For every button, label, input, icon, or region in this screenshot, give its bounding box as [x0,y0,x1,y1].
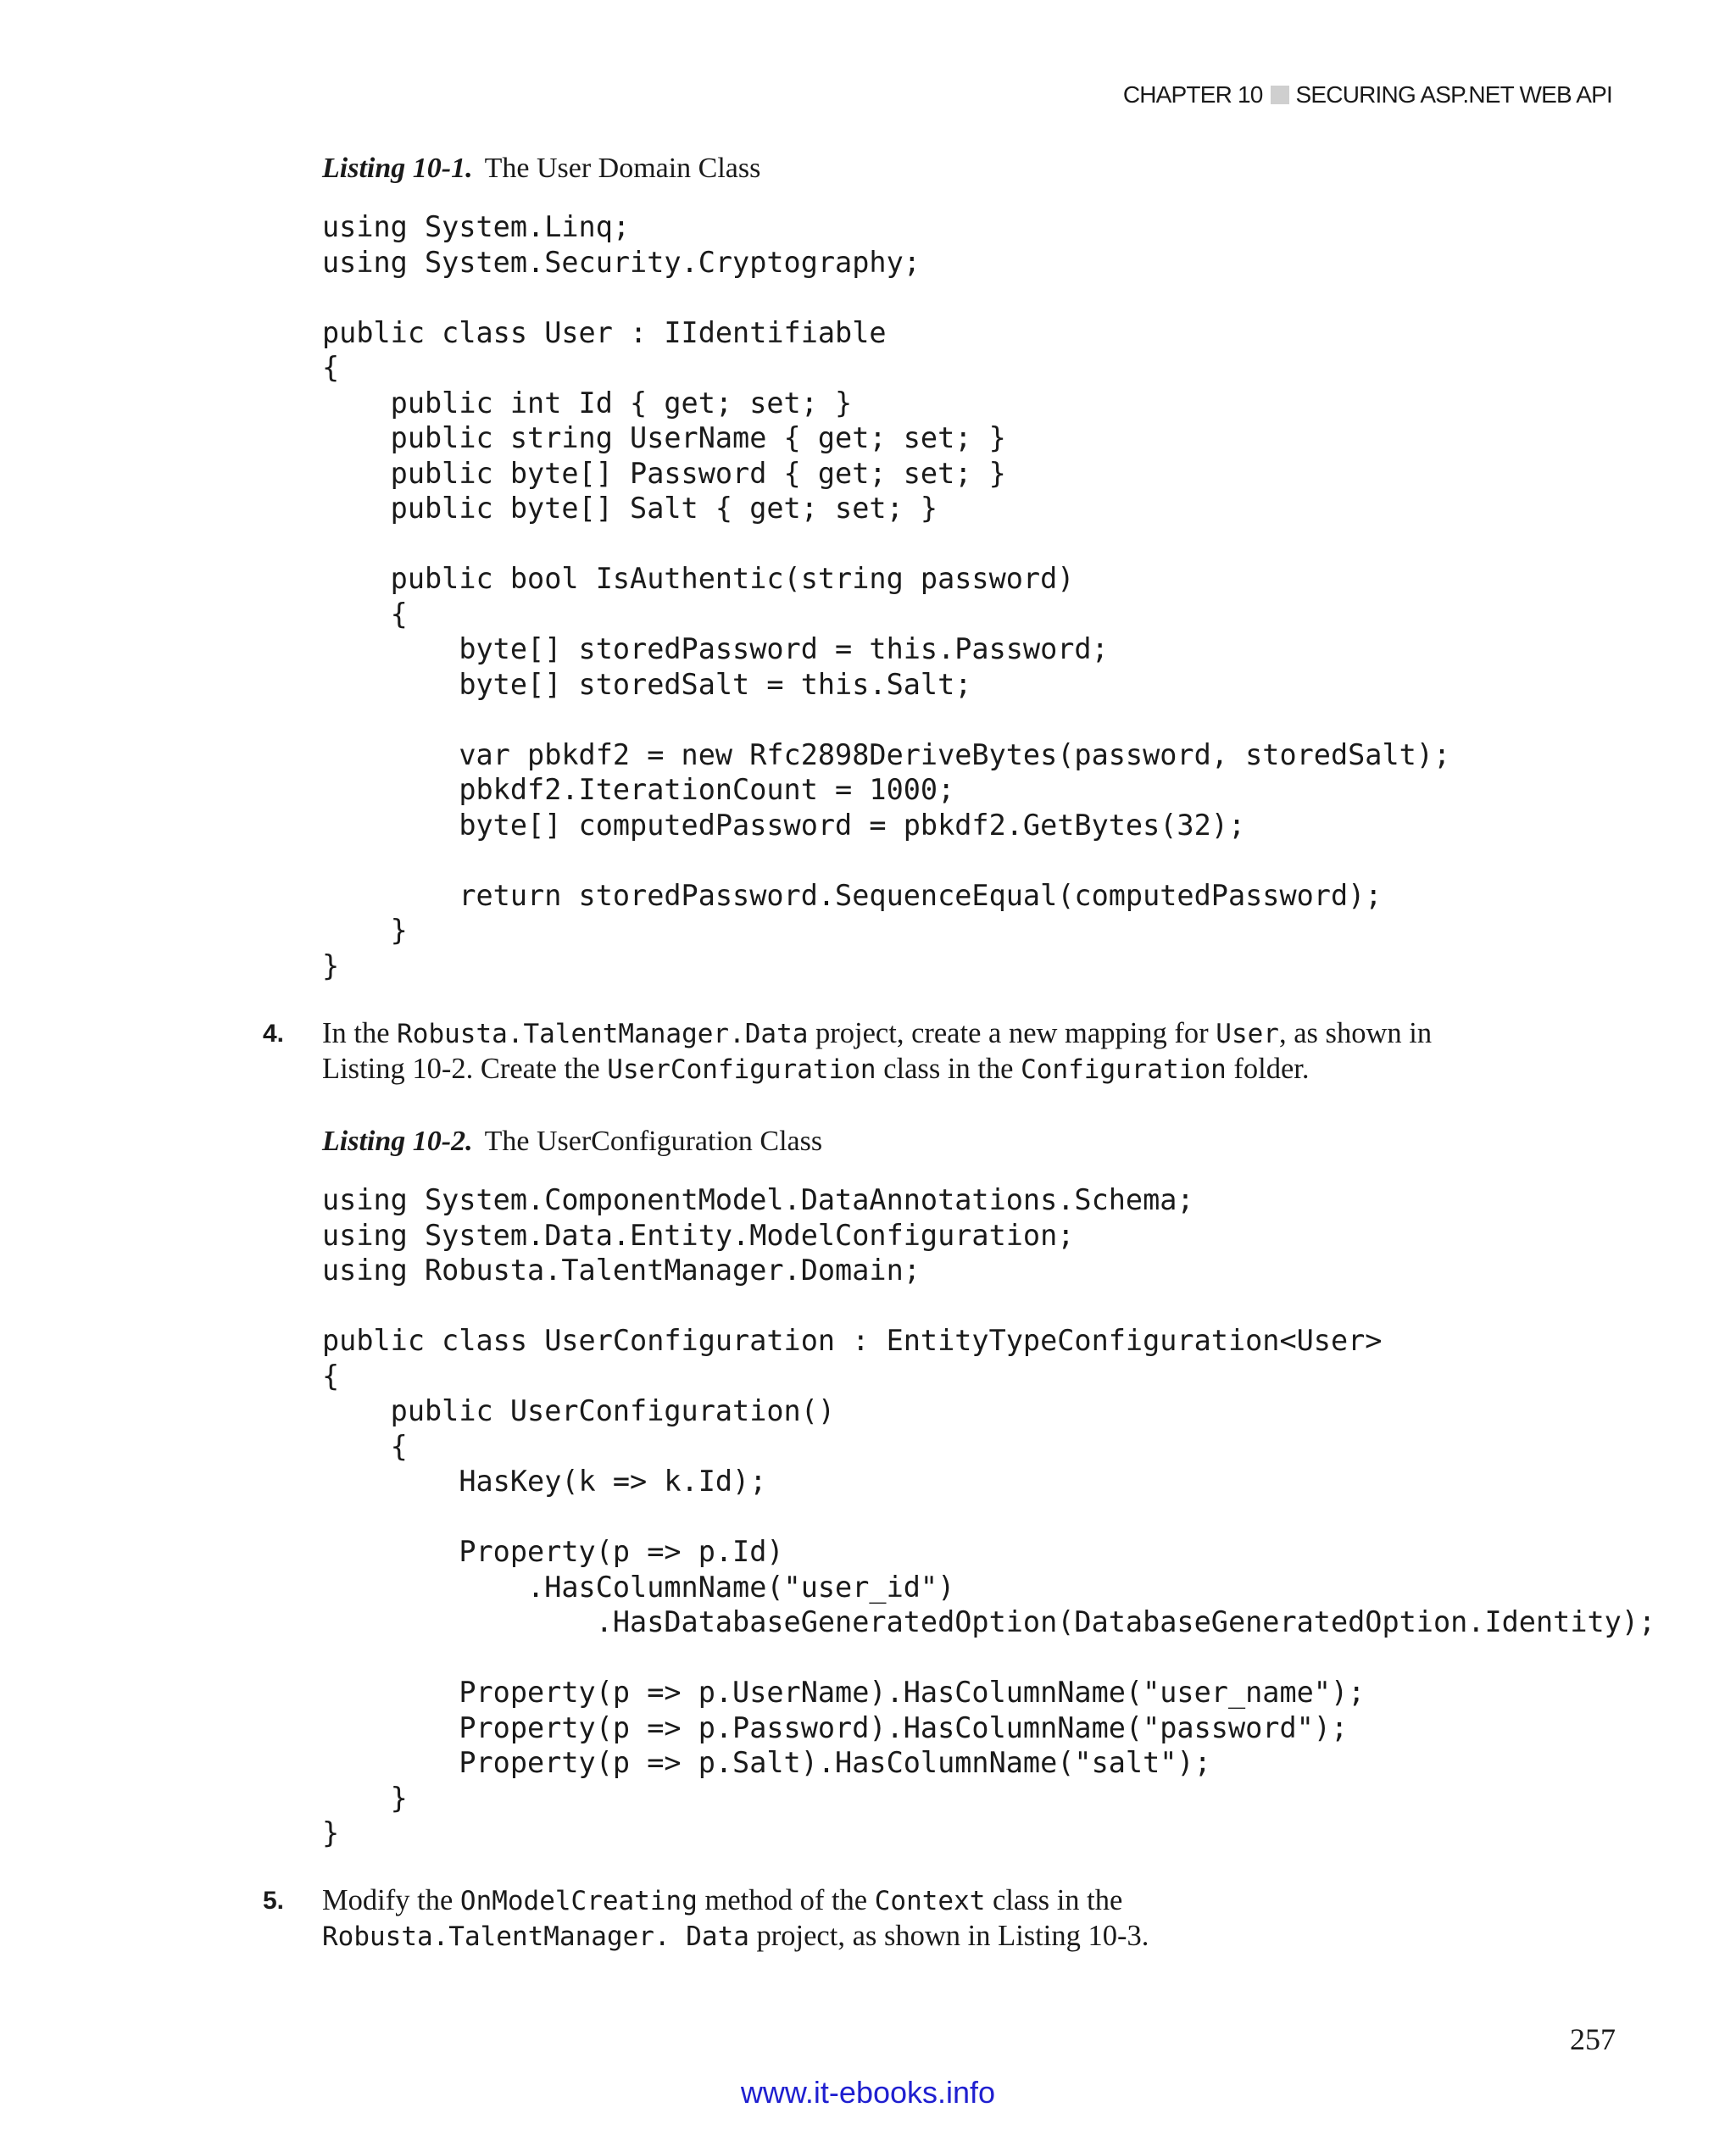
step-text-run: project, as shown in Listing 10-3. [748,1920,1149,1952]
chapter-title: SECURING ASP.NET WEB API [1295,81,1612,108]
listing-label: Listing 10-2. [322,1126,473,1157]
step-text-run: In the [322,1017,398,1049]
listing-title: The UserConfiguration Class [484,1126,823,1157]
inline-code: Context [874,1886,986,1916]
step-text [322,1883,1449,1955]
step-text-run: class in the [985,1884,1123,1916]
code-listing: using System.ComponentModel.DataAnnotations.Schema; using System.Data.Entity.ModelConfiguration; using Robusta.TalentManager.Domain; public class UserConfiguration : EntityTypeConfiguration<User> { public UserConfiguration() { HasKey(k => k.Id); Property(p => p.Id) .HasColumnName("user_id") .HasDatabaseGeneratedOption(DatabaseGeneratedOption.Identity); Property(p => p.UserName).HasColumnName("user_name"); Property(p => p.Password).HasColumnName("password"); Property(p => p.Salt).HasColumnName("salt"); } } [322,1183,1656,1849]
inline-code: Robusta.TalentManager. Data [322,1921,749,1952]
step-text-run: method of the [697,1884,875,1916]
code-listing: using System.Linq; using System.Security.Cryptography; public class User : IIdentifiable { public int Id { get; set; } public string UserName { get; set; } public byte[] Password { get; set; } public byte[] Salt { get; set; } public bool IsAuthentic(string password) { byte[] storedPassword = this.Password; byte[] storedSalt = this.Salt; var pbkdf2 = new Rfc2898DeriveBytes(password, storedSalt); pbkdf2.IterationCount = 1000; byte[] computedPassword = pbkdf2.GetBytes(32); return storedPassword.SequenceEqual(computedPassword); } } [322,210,1451,982]
page-number: 257 [1570,2022,1616,2056]
step-text-run: , as shown in Listing 10-2. Create the [322,1017,1433,1085]
step-number: 4. [263,1020,285,1048]
step-text-run: project, create a new mapping for [808,1017,1216,1049]
step-text [322,1016,1449,1087]
inline-code: OnModelCreating [459,1886,698,1916]
step-text-run: Modify the [322,1884,460,1916]
header-separator-square [1271,86,1289,104]
inline-code: User [1216,1019,1279,1049]
step-text-run: class in the [876,1053,1021,1085]
listing-caption [322,153,760,185]
inline-code: Robusta.TalentManager.Data [397,1019,809,1049]
running-header [1123,81,1612,108]
inline-code: Configuration [1021,1054,1227,1085]
step-text-run: folder. [1226,1053,1310,1085]
listing-caption [322,1126,822,1158]
inline-code: UserConfiguration [607,1054,876,1085]
footer-link[interactable]: www.it-ebooks.info [740,2075,996,2110]
listing-label: Listing 10-1. [322,153,473,184]
listing-title: The User Domain Class [484,153,761,184]
chapter-label: CHAPTER 10 [1122,81,1263,108]
step-number: 5. [263,1887,285,1915]
